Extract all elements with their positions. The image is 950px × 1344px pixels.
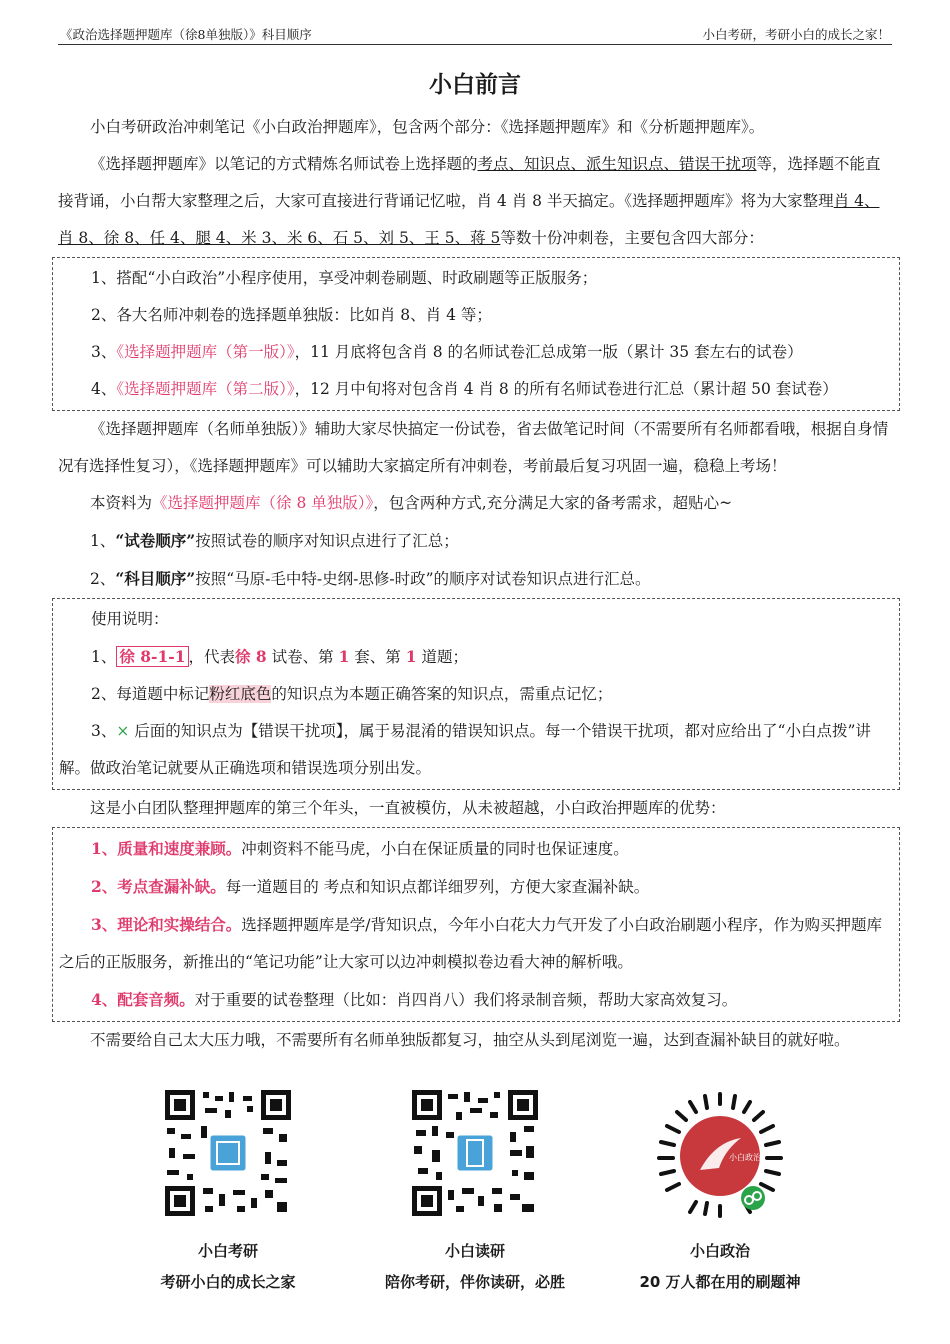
usage-box [52,598,900,790]
closing-paragraph: 不需要给自己太大压力哦，不需要所有名师单独版都复习，抽空从头到尾浏览一遍，达到查漏补缺目的就好啦。 [90,1031,850,1049]
advantage-3: 3、理论和实操结合。选择题押题库是学/背知识点，今年小白花大力气开发了小白政治刷题小程序，作为购买押题库之后的正版服务，新推出的“笔记功能”让大家可以边冲刺模拟卷边看大神的解析哦。 [59,915,883,971]
part-3: 3、《选择题押题库（第一版）》，11 月底将包含肖 8 的名师试卷汇总成第一版（累计 35 套左右的试卷） [91,343,803,361]
advantage-2: 2、考点查漏补缺。每一道题目的 考点和知识点都详细罗列，方便大家查漏补缺。 [91,877,650,896]
advantage-4: 4、配套音频。对于重要的试卷整理（比如：肖四肖八）我们将录制音频，帮助大家高效复习。 [91,990,738,1009]
usage-title: 使用说明： [91,610,169,628]
qr-desc-zhengzhi: 20 万人都在用的刷题神 [639,1273,801,1291]
material-title: 《选择题押题库（徐 8 单独版）》 [152,494,374,512]
parts-box [52,257,900,411]
qr-card-kaoyan [128,1090,328,1292]
qr-code-icon[interactable] [165,1090,291,1216]
mini-program-code-icon[interactable] [645,1090,795,1220]
document-body [58,109,894,1059]
part-1: 1、搭配“小白政治”小程序使用，享受冲刺卷刷题、时政刷题等正版服务； [91,269,598,287]
wrong-mark-icon: × [116,722,130,740]
qr-label-kaoyan: 小白考研 [197,1242,258,1260]
qr-label-duyan: 小白读研 [444,1242,505,1260]
advantages-intro: 这是小白团队整理押题库的第三个年头，一直被模仿，从未被超越，小白政治押题库的优势： [90,799,726,817]
qr-label-zhengzhi: 小白政治 [689,1242,750,1260]
pink-highlight-sample: 粉红底色 [209,685,272,703]
intro-paragraph: 小白考研政治冲刺笔记《小白政治押题库》，包含两个部分：《选择题押题库》和《分析题押题库》。 [90,118,765,136]
header-slogan: 小白考研，考研小白的成长之家！ [702,27,890,42]
part-2: 2、各大名师冲刺卷的选择题单独版：比如肖 8、肖 4 等； [91,306,492,324]
advantage-1: 1、质量和速度兼顾。冲刺资料不能马虎，小白在保证质量的同时也保证速度。 [91,839,629,858]
qr-desc-duyan: 陪你考研，伴你读研，必胜 [384,1273,565,1291]
qr-card-zhengzhi [620,1090,820,1292]
qr-desc-kaoyan: 考研小白的成长之家 [160,1273,296,1291]
usage-3: 3、× 后面的知识点为【错误干扰项】，属于易混淆的错误知识点。每一个错误干扰项，都对应给出了“小白点拨”讲解。做政治笔记就要从正确选项和错误选项分别出发。 [59,722,871,777]
material-paragraph: 本资料为《选择题押题库（徐 8 单独版）》，包含两种方式,充分满足大家的备考需求，超贴心~ [90,494,733,512]
page-header [58,24,892,45]
usage-2: 2、每道题中标记粉红底色的知识点为本题正确答案的知识点，需重点记忆； [91,685,613,703]
page-title: 小白前言 [429,72,521,98]
single-edition-paragraph: 《选择题押题库（名师单独版）》辅助大家尽快搞定一份试卷，省去做笔记时间（不需要所有名师都看哦，根据自身情况有选择性复习），《选择题押题库》可以辅助大家搞定所有冲刺卷，考前最后复习巩固一遍，稳稳上考场！ [58,420,889,475]
scope-paragraph: 《选择题押题库》以笔记的方式精炼名师试卷上选择题的考点、知识点、派生知识点、错误干扰项等，选择题不能直接背诵，小白帮大家整理之后，大家可直接进行背诵记忆啦，肖 4 肖 8 半天搞定。《选择题押题库》将为大家整理肖 4、肖 8、徐 8、任 4、腿 4、米 3、米 6、石 5、刘 5、王 5、蒋 5等数十份冲刺卷，主要包含四大部分： [58,155,881,247]
qr-section [0,1090,950,1310]
part-4: 4、《选择题押题库（第二版）》，12 月中旬将对包含肖 4 肖 8 的所有名师试卷进行汇总（累计超 50 套试卷） [91,380,838,398]
mode-paper-order: 1、“试卷顺序”按照试卷的顺序对知识点进行了汇总； [90,531,459,550]
qr-code-icon[interactable] [412,1090,538,1216]
header-doc-title: 《政治选择题押题库（徐8单独版）》科目顺序 [60,27,312,42]
usage-1: 1、 徐 8-1-1 ，代表徐 8 试卷、第 1 套、第 1 道题； [91,647,468,666]
knowledge-types: 考点、知识点、派生知识点、错误干扰项 [477,155,757,173]
edition-2-title: 《选择题押题库（第二版）》 [116,380,295,398]
mode-subject-order: 2、“科目顺序”按照“马原-毛中特-史纲-思修-时政”的顺序对试卷知识点进行汇总。 [90,569,651,588]
qr-card-duyan [375,1090,575,1292]
edition-1-title: 《选择题押题库（第一版）》 [116,343,295,361]
paper-list: 肖 4、肖 8、徐 8、任 4、腿 4、米 3、米 6、石 5、刘 5、王 5、蒋 5 [58,192,880,247]
mini-program-center-label: 小白政治 [729,1153,761,1162]
question-tag: 徐 8-1-1 [116,646,188,667]
advantages-box [52,827,900,1022]
